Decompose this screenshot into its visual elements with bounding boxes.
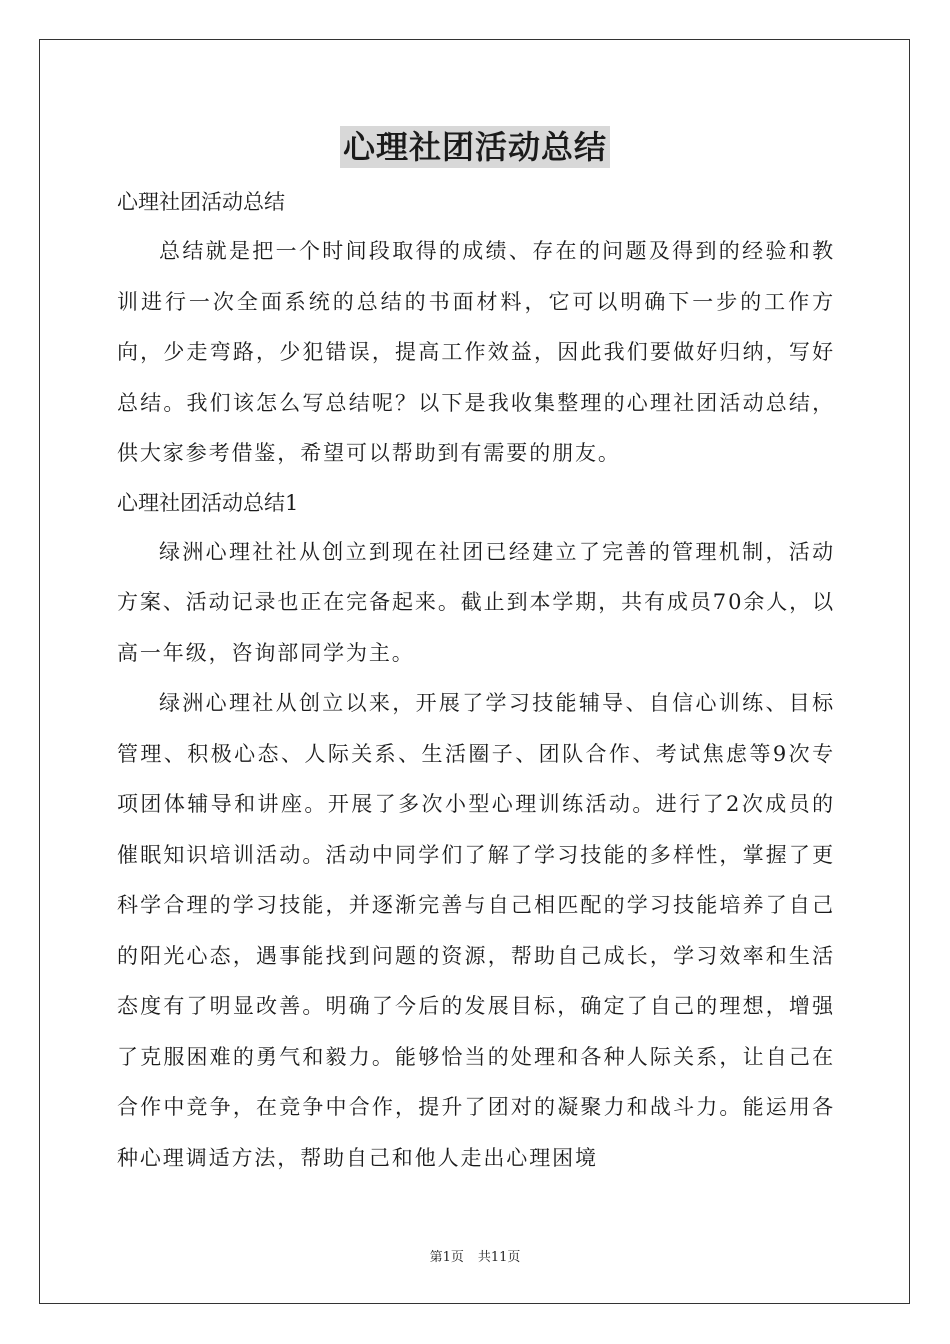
section1-paragraph-2: 绿洲心理社从创立以来，开展了学习技能辅导、自信心训练、目标管理、积极心态、人际关系、生活圈子、团队合作、考试焦虑等9次专项团体辅导和讲座。开展了多次小型心理训练活动。进行了2次成员的催眠知识培训活动。活动中同学们了解了学习技能的多样性，掌握了更科学合理的学习技能，并逐渐完善与自己相匹配的学习技能培养了自己的阳光心态，遇事能找到问题的资源，帮助自己成长，学习效率和生活态度有了明显改善。明确了今后的发展目标，确定了自己的理想，增强了克服困难的勇气和毅力。能够恰当的处理和各种人际关系，让自己在合作中竞争，在竞争中合作，提升了团对的凝聚力和战斗力。能运用各种心理调适方法，帮助自己和他人走出心理困境 — [117, 691, 835, 1170]
page-number-current: 第1页 — [429, 1250, 464, 1265]
section1-heading: 心理社团活动总结1 — [117, 490, 299, 515]
title-container — [0, 126, 950, 168]
section1-paragraph-1: 绿洲心理社社从创立到现在社团已经建立了完善的管理机制，活动方案、活动记录也正在完备起来。截止到本学期，共有成员70余人，以高一年级，咨询部同学为主。 — [117, 539, 835, 665]
page-footer — [0, 1246, 950, 1265]
document-body — [117, 178, 835, 1183]
page-number-total: 共11页 — [477, 1250, 521, 1265]
document-title: 心理社团活动总结 — [340, 126, 610, 168]
intro-heading: 心理社团活动总结 — [117, 190, 285, 214]
intro-paragraph: 总结就是把一个时间段取得的成绩、存在的问题及得到的经验和教训进行一次全面系统的总结的书面材料，它可以明确下一步的工作方向，少走弯路，少犯错误，提高工作效益，因此我们要做好归纳，写好总结。我们该怎么写总结呢？以下是我收集整理的心理社团活动总结，供大家参考借鉴，希望可以帮助到有需要的朋友。 — [117, 239, 835, 465]
